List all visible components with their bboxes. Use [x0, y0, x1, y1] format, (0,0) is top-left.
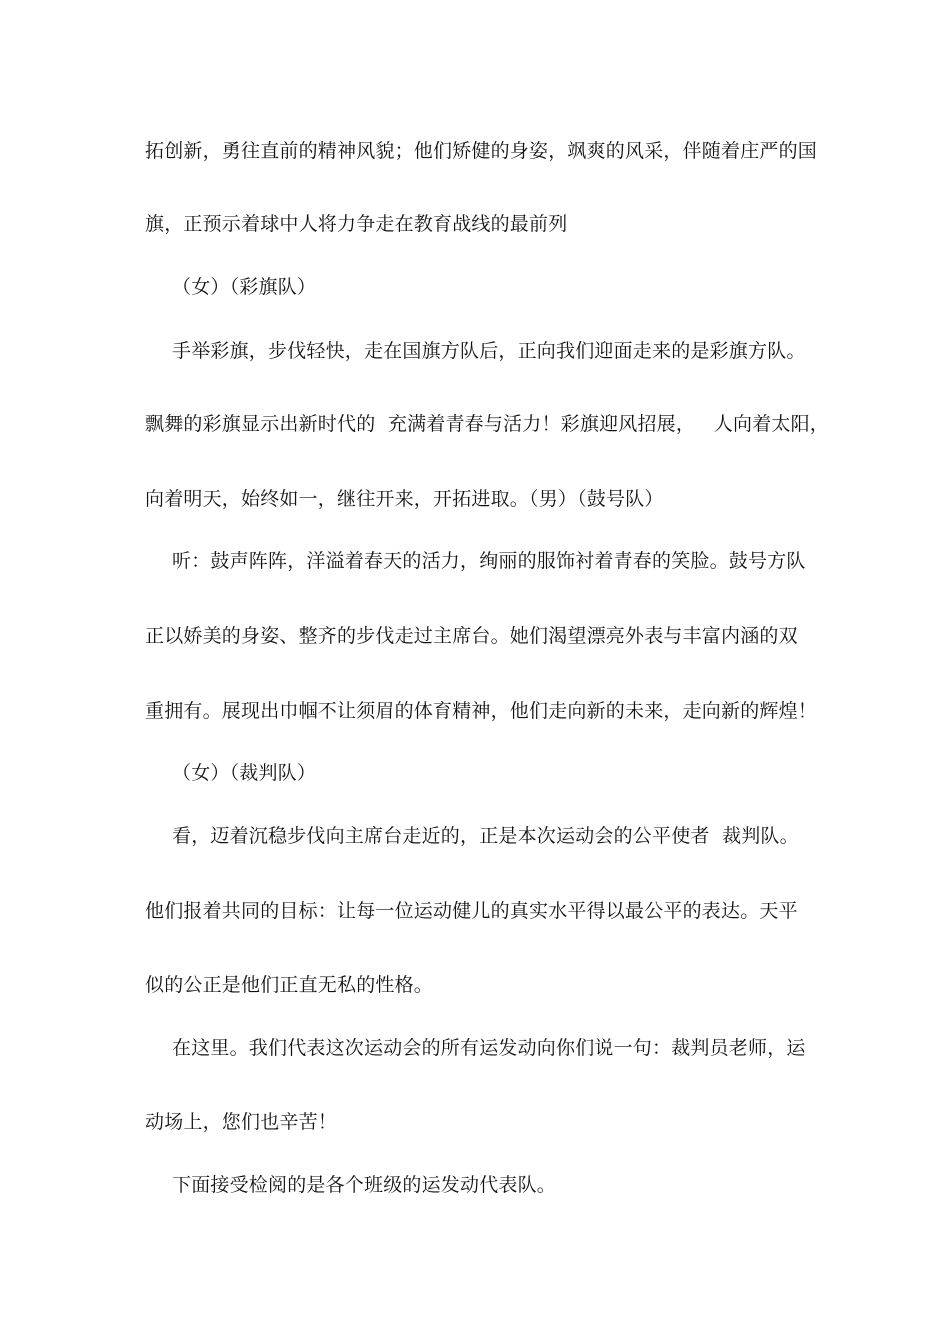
text-line: 旗，正预示着球中人将力争走在教育战线的最前列 [145, 213, 568, 235]
text-line: 看，迈着沉稳步伐向主席台走近的，正是本次运动会的公平使者 裁判队。 [172, 825, 799, 847]
section-heading-caipandui: （女）（裁判队） [172, 762, 317, 784]
text-line: 他们报着共同的目标：让每一位运动健儿的真实水平得以最公平的表达。天平 [145, 900, 798, 922]
text-line: 听：鼓声阵阵，洋溢着春天的活力，绚丽的服饰衬着青春的笑脸。鼓号方队 [172, 550, 806, 572]
text-line: 动场上，您们也辛苦！ [145, 1111, 338, 1133]
section-heading-caiqidui: （女）（彩旗队） [172, 276, 317, 298]
text-line: 正以娇美的身姿、整齐的步伐走过主席台。她们渴望漂亮外表与丰富内涵的双 [145, 625, 798, 647]
text-line: 在这里。我们代表这次运动会的所有运发动向你们说一句：裁判员老师，运 [172, 1037, 806, 1059]
text-line: 飘舞的彩旗显示出新时代的 充满着青春与活力！彩旗迎风招展， 人向着太阳， [145, 413, 829, 435]
text-line: 下面接受检阅的是各个班级的运发动代表队。 [172, 1174, 557, 1196]
text-line: 向着明天，始终如一，继往开来，开拓进取。（男）（鼓号队） [145, 488, 664, 510]
text-line: 拓创新，勇往直前的精神风貌；他们矫健的身姿，飒爽的风采，伴随着庄严的国 [145, 140, 818, 162]
text-line: 重拥有。展现出巾帼不让须眉的体育精神，他们走向新的未来，走向新的辉煌！ [145, 700, 818, 722]
text-line: 似的公正是他们正直无私的性格。 [145, 974, 434, 996]
text-line: 手举彩旗，步伐轻快，走在国旗方队后，正向我们迎面走来的是彩旗方队。 [172, 340, 806, 362]
